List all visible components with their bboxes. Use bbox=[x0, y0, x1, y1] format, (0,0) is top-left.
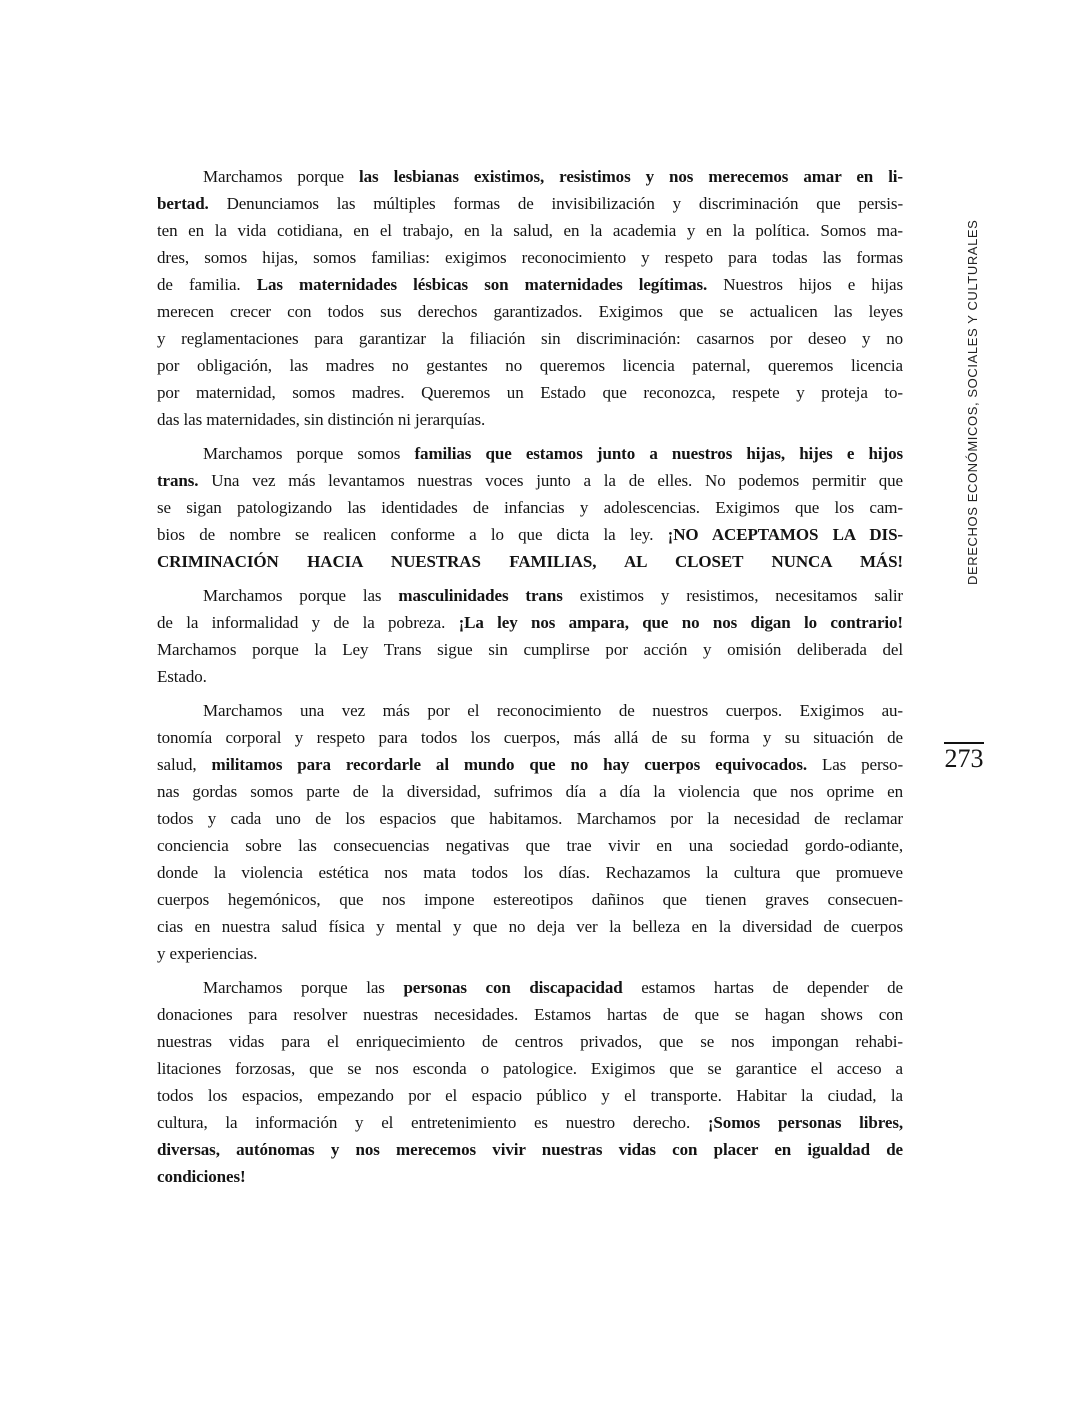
bold-text-segment: bertad. bbox=[157, 194, 227, 213]
text-segment: Marchamos una vez más por el reconocimiento de nuestros cuerpos. Exigimos au- bbox=[203, 701, 903, 720]
text-line bbox=[157, 886, 903, 913]
text-line bbox=[157, 778, 903, 805]
text-line bbox=[157, 325, 903, 352]
text-line bbox=[157, 521, 903, 548]
text-line bbox=[157, 1082, 903, 1109]
text-segment: ten en la vida cotidiana, en el trabajo, en la salud, en la academia y en la política. Somos ma- bbox=[157, 221, 903, 240]
text-line bbox=[157, 724, 903, 751]
text-segment: conciencia sobre las consecuencias negativas que trae vivir en una sociedad gordo-odiante, bbox=[157, 836, 903, 855]
text-segment: Marchamos porque las bbox=[203, 978, 404, 997]
text-line bbox=[157, 190, 903, 217]
text-line bbox=[157, 1028, 903, 1055]
text-segment: todos los espacios, empezando por el espacio público y el transporte. Habitar la ciudad, la bbox=[157, 1086, 903, 1105]
bold-text-segment: CRIMINACIÓN HACIA NUESTRAS FAMILIAS, AL CLOSET NUNCA MÁS! bbox=[157, 552, 903, 571]
text-line bbox=[157, 440, 903, 467]
page-number: 273 bbox=[944, 744, 984, 773]
text-segment: Marchamos porque las bbox=[203, 586, 399, 605]
paragraph bbox=[157, 697, 903, 967]
text-line bbox=[157, 163, 903, 190]
text-segment: Nuestros hijos e hijas bbox=[723, 275, 903, 294]
bold-text-segment: ¡NO ACEPTAMOS LA DIS- bbox=[667, 525, 903, 544]
text-segment: y experiencias. bbox=[157, 944, 258, 963]
text-segment: Marchamos porque la Ley Trans sigue sin cumplirse por acción y omisión deliberada del bbox=[157, 640, 903, 659]
text-line bbox=[157, 913, 903, 940]
text-line bbox=[157, 636, 903, 663]
text-line bbox=[157, 406, 903, 433]
bold-text-segment: diversas, autónomas y nos merecemos vivir nuestras vidas con placer en igualdad de bbox=[157, 1140, 903, 1159]
text-line bbox=[157, 940, 903, 967]
text-segment: nas gordas somos parte de la diversidad, sufrimos día a día la violencia que nos oprime en bbox=[157, 782, 903, 801]
text-segment: por maternidad, somos madres. Queremos un Estado que reconozca, respete y proteja to- bbox=[157, 383, 903, 402]
bold-text-segment: masculinidades trans bbox=[398, 586, 580, 605]
text-line bbox=[157, 1109, 903, 1136]
text-segment: cultura, la información y el entretenimiento es nuestro derecho. bbox=[157, 1113, 708, 1132]
text-segment: se sigan patologizando las identidades de infancias y adolescencias. Exigimos que los cam- bbox=[157, 498, 903, 517]
text-segment: de familia. bbox=[157, 275, 257, 294]
text-segment: Marchamos porque bbox=[203, 167, 360, 186]
text-line bbox=[157, 751, 903, 778]
text-line bbox=[157, 298, 903, 325]
text-segment: y reglamentaciones para garantizar la filiación sin discriminación: casarnos por deseo y no bbox=[157, 329, 903, 348]
text-line bbox=[157, 1001, 903, 1028]
bold-text-segment: ¡La ley nos ampara, que no nos digan lo contrario! bbox=[458, 613, 903, 632]
text-segment: dres, somos hijas, somos familias: exigimos reconocimiento y respeto para todas las formas bbox=[157, 248, 903, 267]
paragraph bbox=[157, 440, 903, 575]
text-line bbox=[157, 1163, 903, 1190]
text-segment: Denunciamos las múltiples formas de invisibilización y discriminación que persis- bbox=[226, 194, 903, 213]
text-segment: tonomía corporal y respeto para todos los cuerpos, más allá de su forma y su situación de bbox=[157, 728, 903, 747]
text-line bbox=[157, 609, 903, 636]
text-segment: das las maternidades, sin distinción ni jerarquías. bbox=[157, 410, 486, 429]
text-segment: donaciones para resolver nuestras necesidades. Estamos hartas de que se hagan shows con bbox=[157, 1005, 903, 1024]
bold-text-segment: trans. bbox=[157, 471, 212, 490]
text-segment: merecen crecer con todos sus derechos garantizados. Exigimos que se actualicen las leyes bbox=[157, 302, 903, 321]
bold-text-segment: ¡Somos personas libres, bbox=[707, 1113, 903, 1132]
text-line bbox=[157, 379, 903, 406]
paragraph bbox=[157, 163, 903, 433]
text-segment: salud, bbox=[157, 755, 212, 774]
section-sidebar-label: DERECHOS ECONÓMICOS, SOCIALES Y CULTURALES bbox=[965, 219, 980, 585]
bold-text-segment: condiciones! bbox=[157, 1167, 246, 1186]
text-segment: Una vez más levantamos nuestras voces junto a la de elles. No podemos permitir que bbox=[211, 471, 903, 490]
text-segment: todos y cada uno de los espacios que habitamos. Marchamos por la necesidad de reclamar bbox=[157, 809, 903, 828]
text-segment: bios de nombre se realicen conforme a lo que dicta la ley. bbox=[157, 525, 668, 544]
text-column bbox=[157, 163, 903, 1190]
text-segment: estamos hartas de depender de bbox=[641, 978, 903, 997]
text-line bbox=[157, 548, 903, 575]
bold-text-segment: personas con discapacidad bbox=[403, 978, 642, 997]
text-segment: existimos y resistimos, necesitamos salir bbox=[579, 586, 903, 605]
text-line bbox=[157, 582, 903, 609]
bold-text-segment: Las maternidades lésbicas son maternidades legítimas. bbox=[256, 275, 724, 294]
text-segment: donde la violencia estética nos mata todos los días. Rechazamos la cultura que promueve bbox=[157, 863, 903, 882]
text-segment: cuerpos hegemónicos, que nos impone estereotipos dañinos que tienen graves consecuen- bbox=[157, 890, 903, 909]
bold-text-segment: familias que estamos junto a nuestros hijas, hijes e hijos bbox=[414, 444, 903, 463]
text-segment: nuestras vidas para el enriquecimiento de centros privados, que se nos impongan rehabi- bbox=[157, 1032, 903, 1051]
text-line bbox=[157, 805, 903, 832]
text-segment: Las perso- bbox=[821, 755, 904, 774]
text-line bbox=[157, 352, 903, 379]
text-segment: por obligación, las madres no gestantes no queremos licencia paternal, queremos licencia bbox=[157, 356, 903, 375]
text-line bbox=[157, 1055, 903, 1082]
text-line bbox=[157, 974, 903, 1001]
bold-text-segment: militamos para recordarle al mundo que no hay cuerpos equivocados. bbox=[211, 755, 822, 774]
text-segment: litaciones forzosas, que se nos esconda o patologice. Exigimos que se garantice el acceso a bbox=[157, 1059, 903, 1078]
bold-text-segment: las lesbianas existimos, resistimos y nos merecemos amar en li- bbox=[359, 167, 903, 186]
text-line bbox=[157, 1136, 903, 1163]
paragraph bbox=[157, 582, 903, 690]
text-line bbox=[157, 859, 903, 886]
page-number-block bbox=[944, 742, 984, 773]
text-line bbox=[157, 832, 903, 859]
text-segment: cias en nuestra salud física y mental y que no deja ver la belleza en la diversidad de cuerpos bbox=[157, 917, 903, 936]
paragraph bbox=[157, 974, 903, 1190]
text-segment: Marchamos porque somos bbox=[203, 444, 415, 463]
text-line bbox=[157, 697, 903, 724]
text-line bbox=[157, 244, 903, 271]
text-segment: de la informalidad y de la pobreza. bbox=[157, 613, 459, 632]
text-line bbox=[157, 663, 903, 690]
text-line bbox=[157, 494, 903, 521]
text-line bbox=[157, 271, 903, 298]
text-line bbox=[157, 467, 903, 494]
text-segment: Estado. bbox=[157, 667, 207, 686]
text-line bbox=[157, 217, 903, 244]
